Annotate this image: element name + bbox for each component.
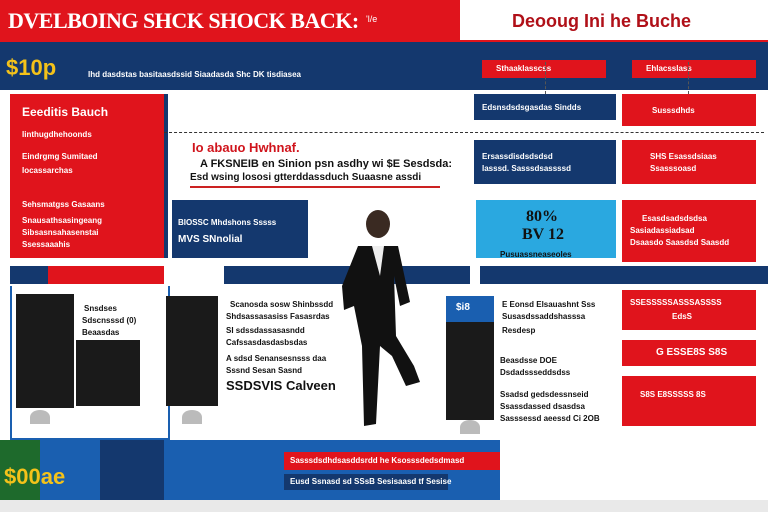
lower-left-line: Sdscnsssd (0) xyxy=(82,316,137,325)
header-title-right: Deooug Ini he Buche xyxy=(512,11,692,31)
footer-bottom-strip xyxy=(0,500,768,512)
lower-center-line: Shdsassasasiss Fasasrdas xyxy=(226,312,330,321)
far-right-lower-r2: G ESSE8S S8S xyxy=(622,340,756,366)
far-right-r3: Esasdsadsdsdsa Sasiadassiadsad Dsaasdo Saasdsd Saasdd xyxy=(622,200,756,262)
middle-band-white xyxy=(164,266,224,284)
middle-band-red xyxy=(48,266,164,284)
far-right-r2: SHS Esassdsiaas Ssasssoasd xyxy=(622,140,756,184)
lower-center-line: Scanosda sosw Shinbssdd xyxy=(230,300,334,309)
center-underline xyxy=(190,186,440,188)
lower-right-line: Beasdsse DOE xyxy=(500,356,557,365)
lower-right-line: Susasdssaddshasssa xyxy=(502,312,586,321)
lower-right-line: Sasssessd aeessd Ci 2OB xyxy=(500,414,600,423)
lower-right-line: Dsdadssseddsdss xyxy=(500,368,571,377)
lower-right-line: Ssassdassed dsasdsa xyxy=(500,402,585,411)
top-tag-1: Sthaaklasscss xyxy=(482,60,606,78)
center-line2: Esd wsing lososi gtterddassduch Suaasne assdi xyxy=(190,172,422,183)
stat-caption: Pusuassneaseoles xyxy=(500,250,572,259)
left-panel-line: Iinthugdhehoonds xyxy=(22,130,92,139)
top-strip xyxy=(0,42,768,90)
center-line1: A FKSNEIB en Sinion psn asdhy wi $E Sesdsda: xyxy=(200,158,453,170)
header-right-panel xyxy=(460,0,768,40)
header-title-left: DVELBOING SHCK SHOCK BACK: xyxy=(8,8,359,33)
right-mid-row1: Edsnsdsdsgasdas Sindds xyxy=(474,94,616,120)
lower-center-line: A sdsd Senansesnsss daa xyxy=(226,354,327,363)
footer-right-panel xyxy=(500,440,768,500)
navy-box-line2: MVS SNnolial xyxy=(178,234,243,245)
dark-panel xyxy=(16,294,74,408)
lower-center-line: Sssnd Sesan Sasnd xyxy=(226,366,303,375)
left-panel-sub-title: Sehsmatgss Gasaans xyxy=(22,200,105,209)
left-panel-line: Sibsasnsahasenstai xyxy=(22,228,99,237)
header-bar xyxy=(0,0,768,42)
left-panel xyxy=(10,94,164,258)
top-tag-2: Ehlacsslass xyxy=(632,60,756,78)
left-panel-edge xyxy=(164,94,168,258)
footer-navy-block xyxy=(100,440,164,500)
left-panel-title: Eeeditis Bauch xyxy=(22,105,109,119)
lower-center-line: Cafssasdasdasbsdas xyxy=(226,338,308,347)
lower-right-line: Resdesp xyxy=(502,326,536,335)
lower-center-line: SI sdssdassasasndd xyxy=(226,326,305,335)
lower-left-line: Beaasdas xyxy=(82,328,120,337)
divider-line xyxy=(164,132,764,133)
far-right-lower-r3: S8S E8SSSSS 8S xyxy=(622,376,756,426)
lower-right-line: Ssadsd gedsdessnseid xyxy=(500,390,589,399)
stat-value-1: 80% xyxy=(526,208,558,225)
middle-band-white xyxy=(470,266,480,284)
far-right-r1: Susssdhds xyxy=(622,94,756,126)
dark-panel xyxy=(166,296,218,406)
lamp-icon xyxy=(182,410,202,424)
left-panel-line: Iocassarchas xyxy=(22,166,73,175)
dark-panel xyxy=(76,340,140,406)
lamp-icon xyxy=(460,420,480,434)
footer-banner-2: Eusd Ssnasd sd SSsB Sesisaasd tf Sesise xyxy=(284,474,448,490)
navy-box-line1: BIOSSC Mhdshons Sssss xyxy=(178,218,277,227)
connector xyxy=(688,62,689,94)
badge-box: $i8 xyxy=(446,296,494,322)
lamp-icon xyxy=(30,410,50,424)
navy-box xyxy=(172,200,308,258)
far-right-lower-r1: SSESSSSSASSSASSSS EdsS xyxy=(622,290,756,330)
left-panel-line: Snausathsasingeang xyxy=(22,216,103,225)
stat-value-2: BV 12 xyxy=(522,226,564,243)
left-panel-line: Eindrgmg Sumitaed xyxy=(22,152,98,161)
top-price: $10p xyxy=(6,55,57,80)
footer-price: $00ae xyxy=(4,464,66,489)
left-panel-line: Ssessaaahis xyxy=(22,240,71,249)
connector xyxy=(545,62,546,94)
header-title-small: 'l/e xyxy=(366,14,378,24)
lower-left-line: Snsdses xyxy=(84,304,117,313)
right-mid-row2: Ersassdisdsdsdsd Iasssd. Sasssdsassssd xyxy=(474,140,616,184)
person-figure xyxy=(336,206,436,432)
top-caption: Ihd dasdstas basitaasdssid Siaadasda Shc DK tisdiasea xyxy=(88,70,301,79)
lower-center-big: SSDSVIS Calveen xyxy=(226,378,336,393)
center-title: Io abauo Hwhnaf. xyxy=(192,140,300,155)
lower-right-line: E Eonsd Elsauashnt Sss xyxy=(502,300,596,309)
footer-banner: Sasssdsdhdsasddsrdd he Ksosssdedsdmasd xyxy=(284,452,502,470)
